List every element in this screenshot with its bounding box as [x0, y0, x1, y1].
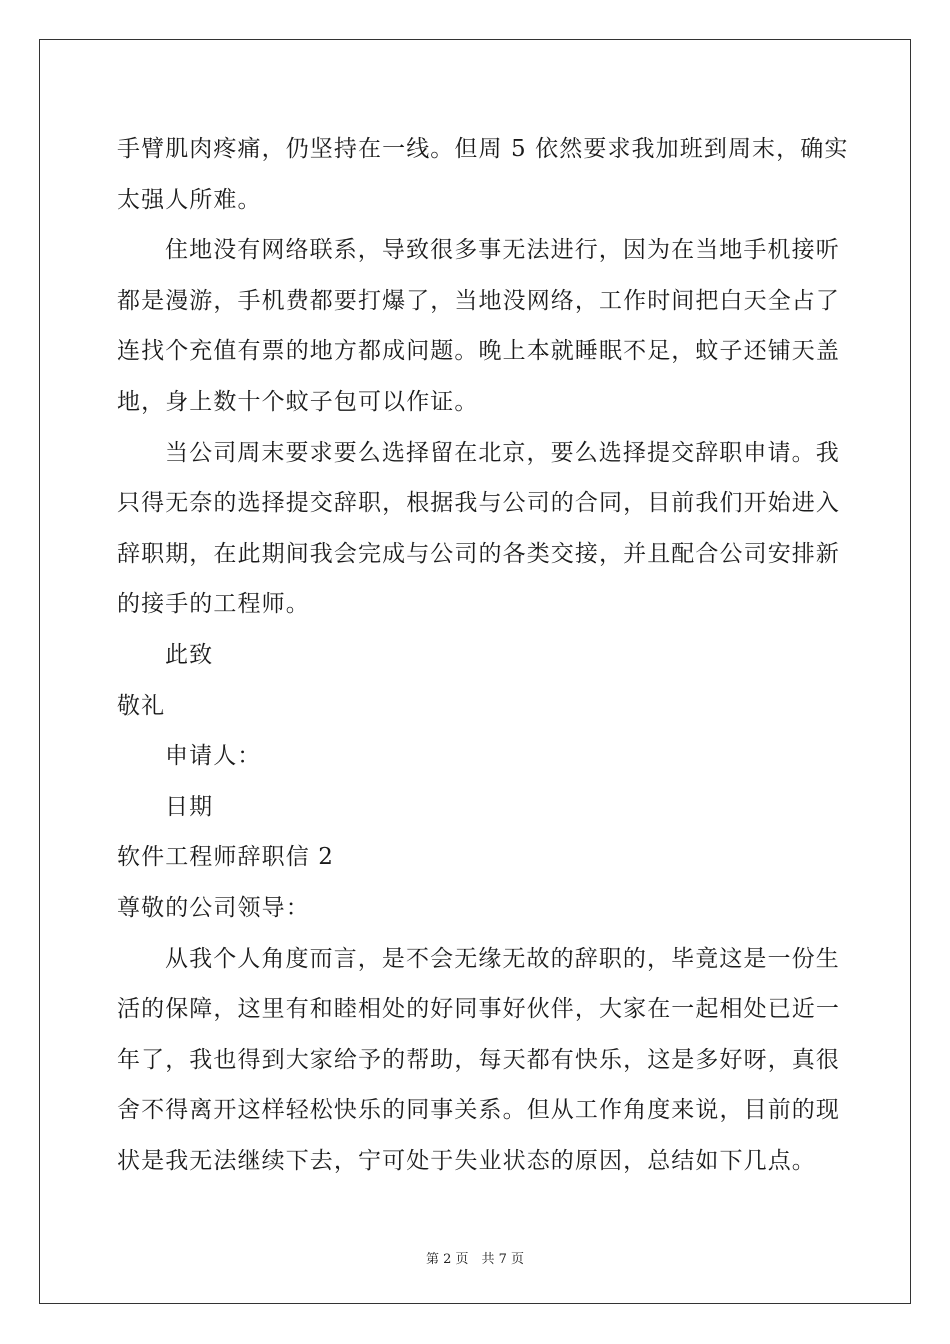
page-number-footer: 第 2 页 共 7 页	[425, 1252, 525, 1267]
letter-title: 软件工程师辞职信 2	[117, 844, 334, 871]
text-line-1: 手臂肌肉疼痛，仍坚持在一线。但周 5 依然要求我加班到周末，确实	[117, 136, 849, 162]
text-line-19: 年了，我也得到大家给予的帮助，每天都有快乐，这是多好呀，真很	[117, 1046, 840, 1073]
closing-salutation: 此致	[165, 641, 214, 668]
text-line-8: 只得无奈的选择提交辞职，根据我与公司的合同，目前我们开始进入	[117, 490, 840, 517]
text-line-6: 地，身上数十个蚊子包可以作证。	[117, 388, 479, 415]
text-line-18: 活的保障，这里有和睦相处的好同事好伙伴，大家在一起相处已近一	[117, 996, 840, 1023]
letter-greeting: 尊敬的公司领导：	[117, 894, 310, 921]
text-line-9: 辞职期，在此期间我会完成与公司的各类交接，并且配合公司安排新	[117, 540, 840, 567]
text-line-2: 太强人所难。	[117, 186, 262, 213]
text-line-5: 连找个充值有票的地方都成问题。晚上本就睡眠不足，蚊子还铺天盖	[117, 338, 840, 365]
closing-regards: 敬礼	[117, 692, 166, 719]
text-line-10: 的接手的工程师。	[117, 591, 310, 618]
applicant-label: 申请人：	[165, 743, 262, 770]
text-line-7: 当公司周末要求要么选择留在北京，要么选择提交辞职申请。我	[165, 439, 840, 466]
text-line-20: 舍不得离开这样轻松快乐的同事关系。但从工作角度来说，目前的现	[117, 1097, 840, 1124]
text-line-21: 状是我无法继续下去，宁可处于失业状态的原因，总结如下几点。	[117, 1147, 816, 1174]
date-label: 日期	[165, 793, 214, 820]
text-line-4: 都是漫游，手机费都要打爆了，当地没网络，工作时间把白天全占了	[117, 287, 840, 314]
text-line-17: 从我个人角度而言，是不会无缘无故的辞职的，毕竟这是一份生	[165, 945, 840, 972]
document-body	[117, 124, 849, 1186]
text-line-3: 住地没有网络联系，导致很多事无法进行，因为在当地手机接听	[165, 237, 840, 264]
